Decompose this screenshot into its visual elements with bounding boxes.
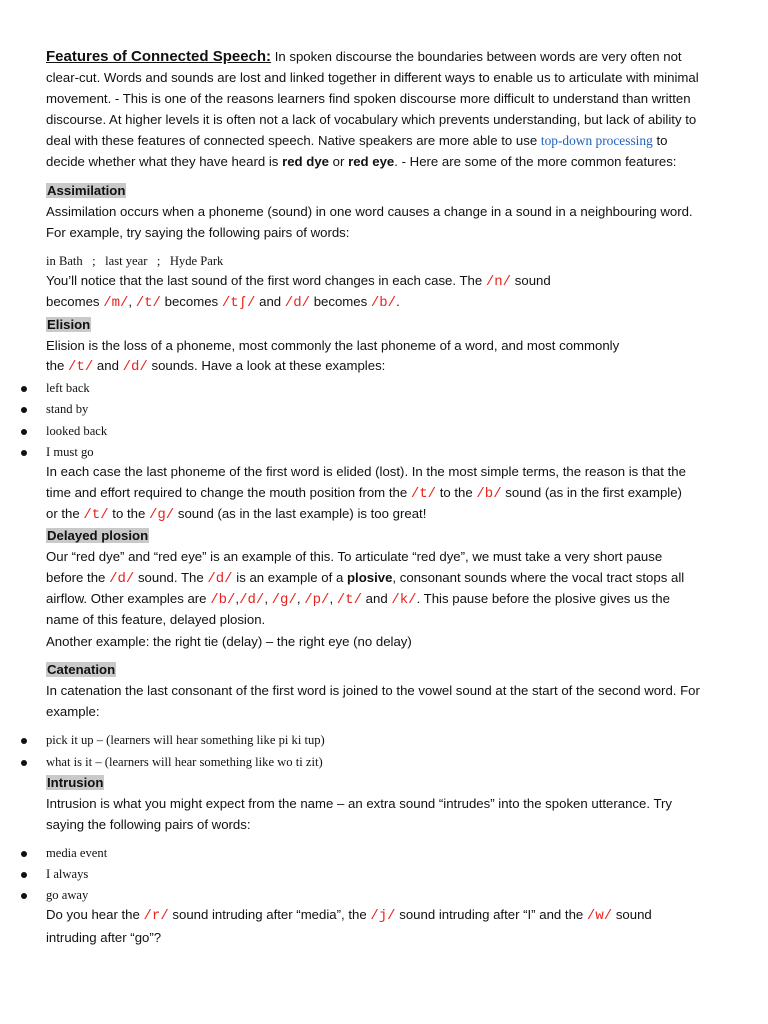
phoneme-w: /w/ <box>586 908 613 924</box>
elision-line-1: Elision is the loss of a phoneme, most commonly the last phoneme of a word, and most commonly <box>46 338 620 353</box>
intro-line-3: movement. - This is one of the reasons learners find spoken discourse more difficult to understand than written <box>46 91 691 106</box>
phoneme-r: /r/ <box>143 908 169 924</box>
list-item: stand by <box>46 402 89 416</box>
elision-line-3: In each case the last phoneme of the first word is elided (lost). In the most simple terms, the reason is that the <box>46 464 686 479</box>
assimilation-heading: Assimilation <box>47 183 126 198</box>
phoneme-m: /m/ <box>103 295 129 311</box>
intro-line-6: decide whether what they have heard is red dye or red eye. - Here are some of the more common features: <box>46 154 677 169</box>
list-item: looked back <box>46 424 108 438</box>
plosion-heading-line <box>46 527 149 545</box>
plosion-line-5: Another example: the right tie (delay) – the right eye (no delay) <box>46 634 412 649</box>
bullet-icon <box>21 450 27 456</box>
intro-line-5: deal with these features of connected speech. Native speakers are more able to use top-down processing to <box>46 133 668 148</box>
catenation-heading-line <box>46 661 116 679</box>
bullet-icon <box>21 893 27 899</box>
list-item: go away <box>46 888 89 902</box>
plosion-line-1: Our “red dye” and “red eye” is an example of this. To articulate “red dye”, we must take a very short pause <box>46 549 663 564</box>
catenation-line-1: In catenation the last consonant of the first word is joined to the vowel sound at the start of the second word. For <box>46 683 700 698</box>
bullet-icon <box>21 386 27 392</box>
assimilation-heading-line <box>46 182 126 200</box>
bullet-icon <box>21 738 27 744</box>
elision-line-2: the /t/ and /d/ sounds. Have a look at these examples: <box>46 358 386 375</box>
elision-heading: Elision <box>47 317 91 332</box>
bullet-icon <box>21 872 27 878</box>
bullet-icon <box>21 429 27 435</box>
bullet-icon <box>21 407 27 413</box>
phoneme-b: /b/ <box>370 295 397 311</box>
bullet-icon <box>21 760 27 766</box>
assimilation-line-2: For example, try saying the following pairs of words: <box>46 225 350 240</box>
intro-line-4: discourse. At higher levels it is often not a lack of vocabulary which prevents understanding, but lack of ability to <box>46 112 697 127</box>
bullet-icon <box>21 851 27 857</box>
intrusion-heading: Intrusion <box>47 775 104 790</box>
assimilation-line-4: becomes /m/, /t/ becomes /tʃ/ and /d/ becomes /b/. <box>46 294 400 311</box>
list-item: media event <box>46 846 108 860</box>
intrusion-line-1: Intrusion is what you might expect from the name – an extra sound “intrudes” into the spoken utterance. Try <box>46 796 672 811</box>
phoneme-t: /t/ <box>135 295 161 311</box>
phoneme-tsh: /tʃ/ <box>221 295 256 311</box>
plosion-line-3: airflow. Other examples are /b/,/d/, /g/, /p/, /t/ and /k/. This pause before the plosive gives us the <box>46 591 670 608</box>
phoneme-d: /d/ <box>284 295 311 311</box>
plosion-line-2: before the /d/ sound. The /d/ is an example of a plosive, consonant sounds where the vocal tract stops all <box>46 570 685 587</box>
assimilation-examples: in Bath ; last year ; Hyde Park <box>46 254 224 268</box>
assimilation-line-3: You’ll notice that the last sound of the first word changes in each case. The /n/ sound <box>46 273 551 290</box>
intrusion-line-3: Do you hear the /r/ sound intruding after “media”, the /j/ sound intruding after “I” and the /w/ sound <box>46 907 652 924</box>
intrusion-line-2: saying the following pairs of words: <box>46 817 251 832</box>
delayed-plosion-heading: Delayed plosion <box>47 528 149 543</box>
intro-line-1: Features of Connected Speech: In spoken discourse the boundaries between words are very often not <box>46 48 682 65</box>
top-down-processing-link[interactable]: top-down processing <box>540 133 653 148</box>
page-title: Features of Connected Speech: <box>46 48 272 65</box>
list-item: left back <box>46 381 90 395</box>
intro-line-2: clear-cut. Words and sounds are lost and linked together in different ways to enable us to articulate with minimal <box>46 70 699 85</box>
intrusion-heading-line <box>46 774 104 792</box>
phoneme-j: /j/ <box>370 908 396 924</box>
list-item: I must go <box>46 445 94 459</box>
intrusion-line-4: intruding after “go”? <box>46 930 162 945</box>
elision-heading-line <box>46 316 91 334</box>
catenation-line-2: example: <box>46 704 100 719</box>
phoneme-n: /n/ <box>485 274 512 290</box>
list-item: pick it up – (learners will hear something like pi ki tup) <box>46 733 325 747</box>
elision-line-5: or the /t/ to the /g/ sound (as in the last example) is too great! <box>46 506 427 523</box>
list-item: I always <box>46 867 89 881</box>
elision-line-4: time and effort required to change the mouth position from the /t/ to the /b/ sound (as in the first example) <box>46 485 682 502</box>
plosion-line-4: name of this feature, delayed plosion. <box>46 612 266 627</box>
assimilation-line-1: Assimilation occurs when a phoneme (sound) in one word causes a change in a sound in a neighbouring word. <box>46 204 693 219</box>
list-item: what is it – (learners will hear something like wo ti zit) <box>46 755 323 769</box>
catenation-heading: Catenation <box>47 662 116 677</box>
